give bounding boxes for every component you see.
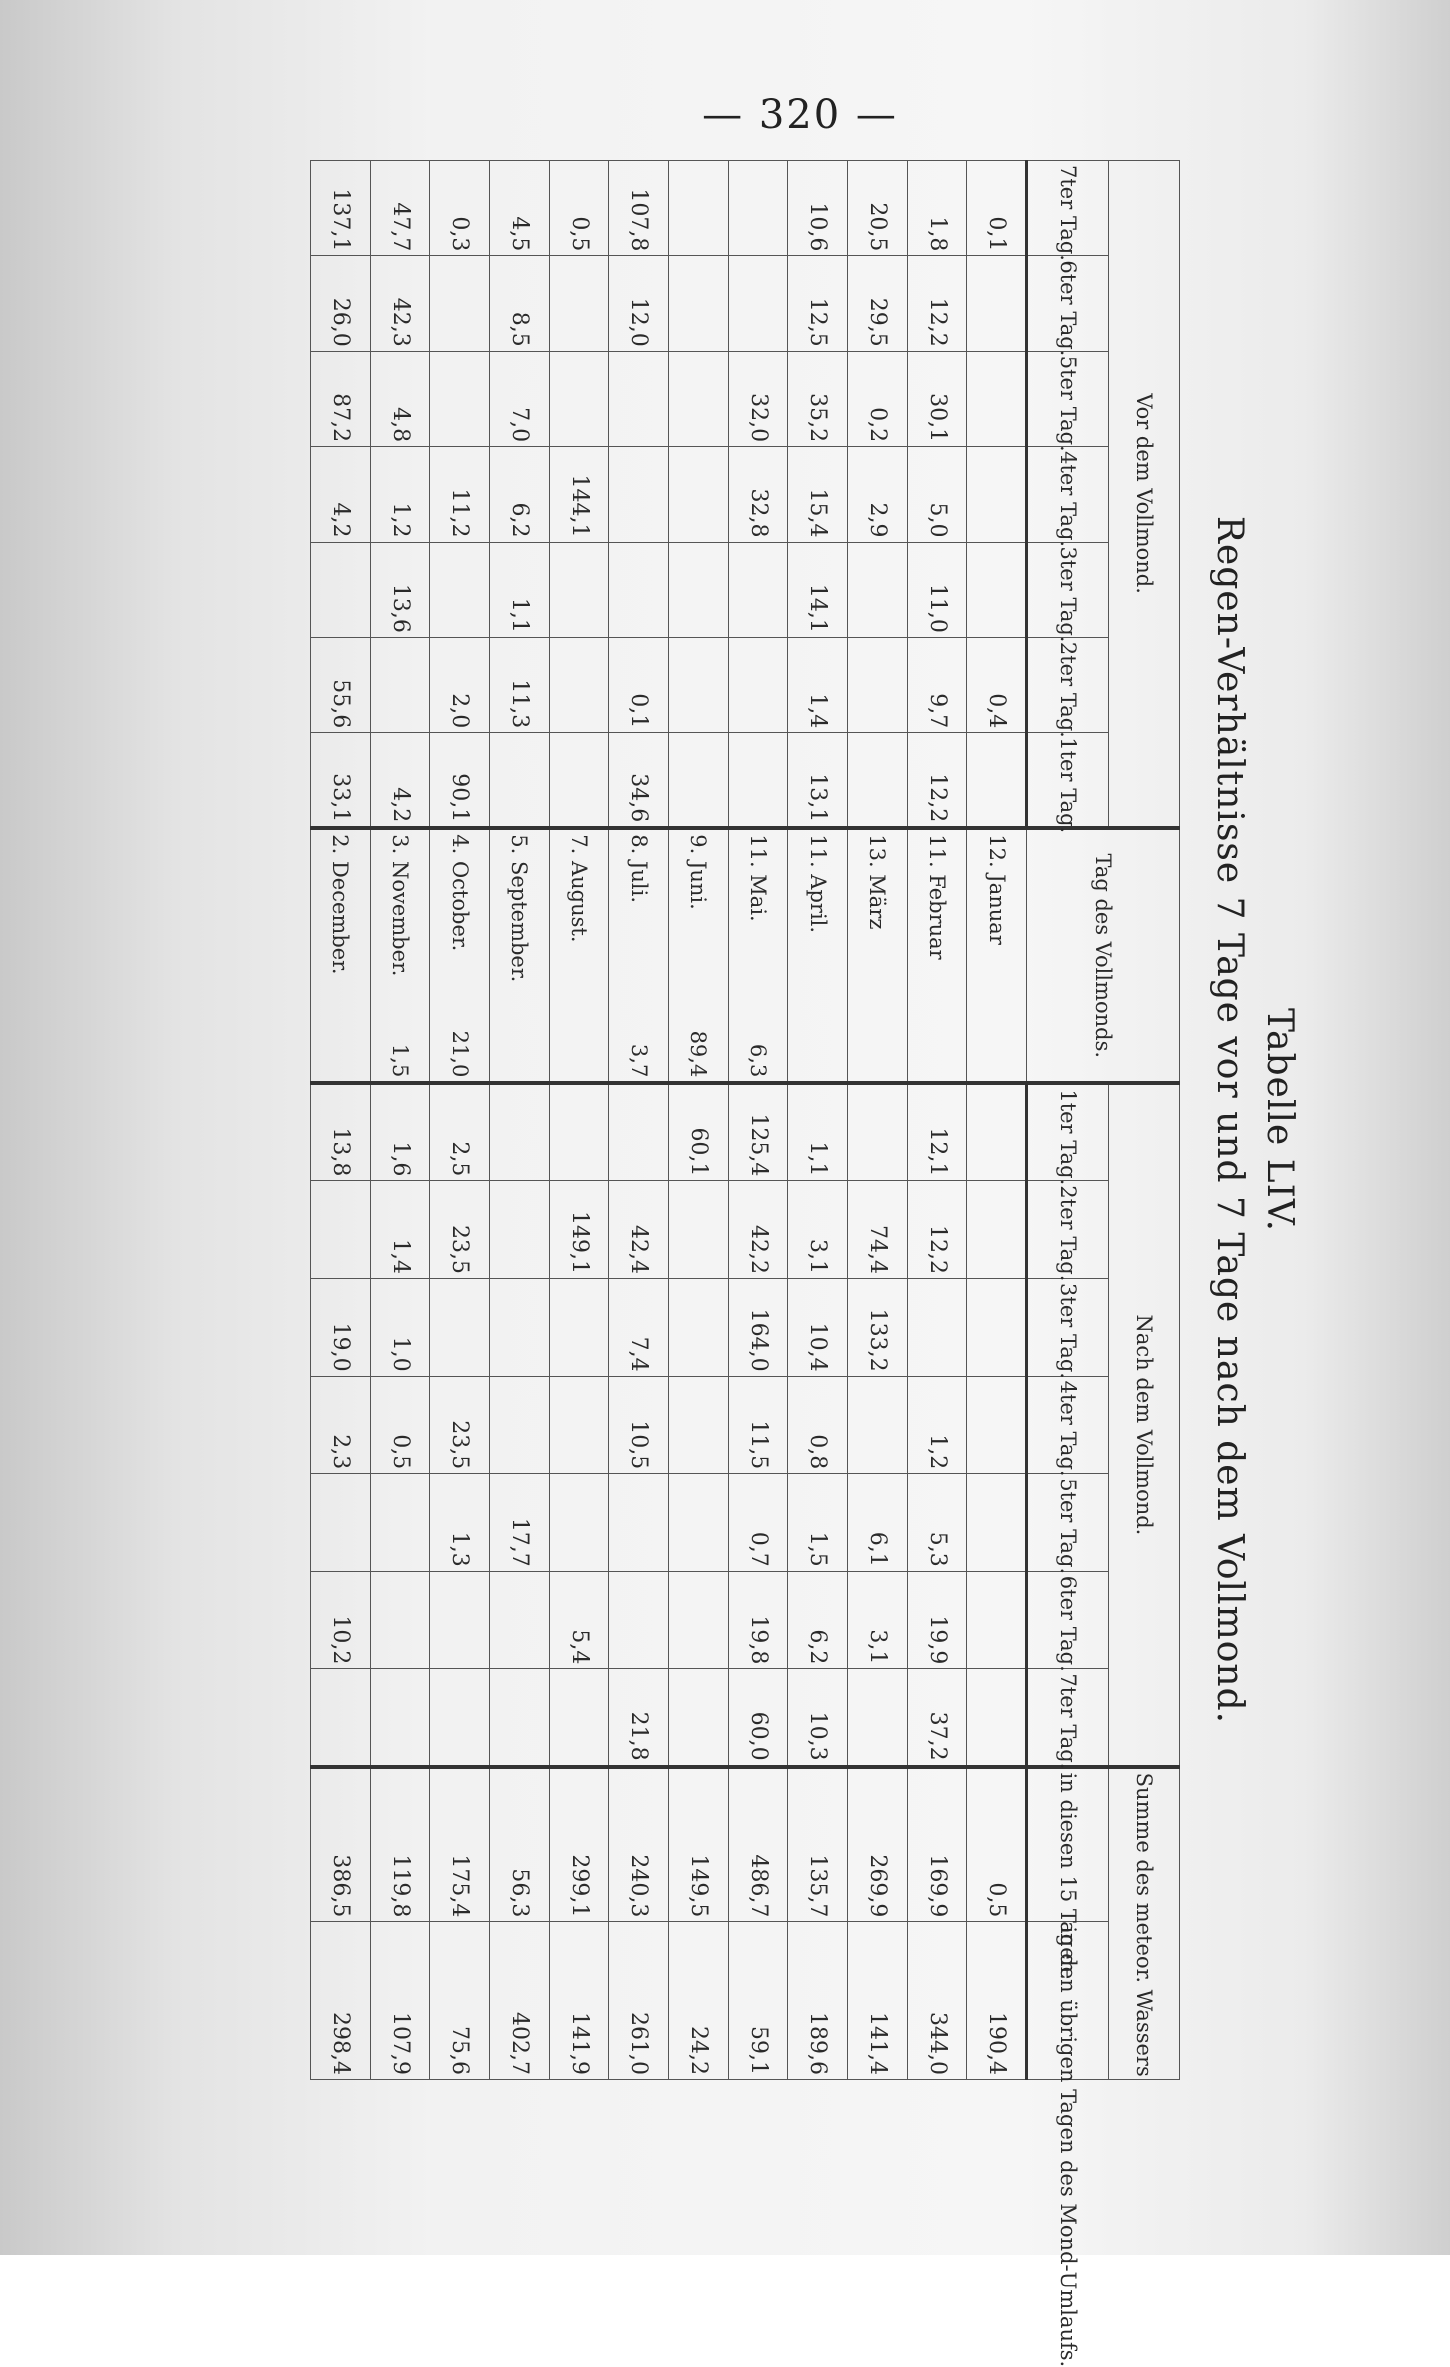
before-value-cell: 144,1 bbox=[549, 447, 609, 542]
header-row-2 bbox=[1027, 161, 1109, 2080]
sum-15-days-cell: 149,5 bbox=[669, 1767, 729, 1922]
after-group-header: Nach dem Vollmond. bbox=[1109, 1083, 1180, 1766]
before-value-cell: 33,1 bbox=[311, 733, 371, 828]
after-value-cell: 23,5 bbox=[430, 1376, 490, 1474]
after-value-cell: 42,4 bbox=[609, 1181, 669, 1279]
before-value-cell bbox=[669, 542, 729, 637]
sum-rest-days-cell: 261,0 bbox=[609, 1922, 669, 2080]
after-value-cell bbox=[669, 1474, 729, 1572]
after-value-cell bbox=[370, 1571, 430, 1669]
before-value-cell: 1,4 bbox=[788, 637, 848, 732]
before-value-cell bbox=[669, 637, 729, 732]
sum-rest-days-cell: 24,2 bbox=[669, 1922, 729, 2080]
before-value-cell bbox=[549, 637, 609, 732]
after-value-cell: 12,2 bbox=[907, 1181, 967, 1279]
after-value-cell: 10,2 bbox=[311, 1571, 371, 1669]
before-value-cell bbox=[848, 637, 908, 732]
full-moon-date: 12. Januar bbox=[984, 834, 1009, 945]
after-value-cell: 23,5 bbox=[430, 1181, 490, 1279]
table-title: Regen-Verhältnisse 7 Tage vor und 7 Tage nach dem Vollmond. bbox=[1209, 515, 1250, 1725]
page-number: — 320 — bbox=[702, 92, 898, 138]
before-day-header: 2ter Tag. bbox=[1027, 637, 1109, 732]
before-value-cell: 12,0 bbox=[609, 256, 669, 351]
sum-rest-days-cell: 75,6 bbox=[430, 1922, 490, 2080]
after-value-cell bbox=[311, 1181, 371, 1279]
after-value-cell bbox=[669, 1181, 729, 1279]
after-value-cell: 11,5 bbox=[728, 1376, 788, 1474]
table-number: Tabelle LIV. bbox=[1259, 1007, 1300, 1233]
before-value-cell bbox=[490, 733, 550, 828]
before-value-cell: 35,2 bbox=[788, 351, 848, 446]
sum-rest-days-cell: 189,6 bbox=[788, 1922, 848, 2080]
after-value-cell: 1,4 bbox=[370, 1181, 430, 1279]
full-moon-date-cell bbox=[311, 828, 371, 1083]
before-day-header: 6ter Tag. bbox=[1027, 256, 1109, 351]
before-value-cell: 11,0 bbox=[907, 542, 967, 637]
full-moon-date: 13. März bbox=[865, 834, 890, 930]
full-moon-date: 11. April. bbox=[805, 834, 830, 934]
after-value-cell: 10,5 bbox=[609, 1376, 669, 1474]
after-value-cell bbox=[549, 1669, 609, 1767]
full-moon-date-header: Tag des Vollmonds. bbox=[1027, 828, 1180, 1083]
after-value-cell: 17,7 bbox=[490, 1474, 550, 1572]
after-value-cell: 60,1 bbox=[669, 1083, 729, 1181]
before-value-cell: 6,2 bbox=[490, 447, 550, 542]
before-value-cell bbox=[669, 447, 729, 542]
after-value-cell bbox=[311, 1669, 371, 1767]
full-moon-date-cell bbox=[549, 828, 609, 1083]
full-moon-date-cell bbox=[609, 828, 669, 1083]
sum-rest-days-cell: 141,4 bbox=[848, 1922, 908, 2080]
after-value-cell bbox=[967, 1669, 1027, 1767]
sum-15-days-cell: 240,3 bbox=[609, 1767, 669, 1922]
sum-rest-days-cell: 190,4 bbox=[967, 1922, 1027, 2080]
after-value-cell: 0,8 bbox=[788, 1376, 848, 1474]
sum-15-days-cell: 299,1 bbox=[549, 1767, 609, 1922]
before-value-cell: 11,3 bbox=[490, 637, 550, 732]
before-value-cell: 12,2 bbox=[907, 256, 967, 351]
before-group-header: Vor dem Vollmond. bbox=[1109, 161, 1180, 829]
after-value-cell bbox=[430, 1571, 490, 1669]
after-value-cell: 37,2 bbox=[907, 1669, 967, 1767]
before-value-cell: 1,1 bbox=[490, 542, 550, 637]
before-day-header: 4ter Tag. bbox=[1027, 447, 1109, 542]
full-moon-date: 11. Februar bbox=[925, 834, 950, 960]
before-value-cell: 0,1 bbox=[967, 161, 1027, 256]
after-value-cell: 10,4 bbox=[788, 1279, 848, 1377]
sum-15-days-cell: 175,4 bbox=[430, 1767, 490, 1922]
after-value-cell bbox=[967, 1181, 1027, 1279]
before-value-cell: 0,1 bbox=[609, 637, 669, 732]
after-value-cell bbox=[490, 1279, 550, 1377]
before-value-cell: 30,1 bbox=[907, 351, 967, 446]
after-value-cell bbox=[967, 1376, 1027, 1474]
sum-15-days-cell: 0,5 bbox=[967, 1767, 1027, 1922]
after-value-cell bbox=[430, 1279, 490, 1377]
sum-group-header: Summe des meteor. Wassers bbox=[1109, 1767, 1180, 2080]
before-value-cell bbox=[967, 542, 1027, 637]
full-moon-date-cell bbox=[907, 828, 967, 1083]
full-moon-date-cell bbox=[788, 828, 848, 1083]
full-moon-day-value: 6,3 bbox=[746, 1043, 771, 1078]
before-value-cell bbox=[311, 542, 371, 637]
before-value-cell: 0,2 bbox=[848, 351, 908, 446]
after-day-header: 4ter Tag. bbox=[1027, 1376, 1109, 1474]
sum-15-days-cell: 56,3 bbox=[490, 1767, 550, 1922]
before-value-cell bbox=[848, 733, 908, 828]
table-row bbox=[311, 161, 371, 2080]
after-value-cell: 42,2 bbox=[728, 1181, 788, 1279]
after-value-cell: 164,0 bbox=[728, 1279, 788, 1377]
after-value-cell: 1,3 bbox=[430, 1474, 490, 1572]
before-value-cell: 12,5 bbox=[788, 256, 848, 351]
full-moon-date: 9. Juni. bbox=[686, 834, 711, 910]
after-value-cell bbox=[669, 1376, 729, 1474]
before-value-cell bbox=[549, 542, 609, 637]
before-value-cell bbox=[549, 351, 609, 446]
full-moon-day-value: 1,5 bbox=[388, 1043, 413, 1078]
full-moon-date: 5. September. bbox=[507, 834, 532, 983]
before-value-cell bbox=[669, 256, 729, 351]
after-value-cell: 1,0 bbox=[370, 1279, 430, 1377]
before-value-cell: 2,9 bbox=[848, 447, 908, 542]
before-value-cell: 1,2 bbox=[370, 447, 430, 542]
before-value-cell bbox=[728, 161, 788, 256]
table-row bbox=[848, 161, 908, 2080]
table-row bbox=[549, 161, 609, 2080]
before-value-cell: 4,2 bbox=[311, 447, 371, 542]
after-value-cell: 5,3 bbox=[907, 1474, 967, 1572]
after-value-cell bbox=[609, 1571, 669, 1669]
before-value-cell: 26,0 bbox=[311, 256, 371, 351]
full-moon-date: 7. August. bbox=[567, 834, 592, 943]
after-value-cell: 125,4 bbox=[728, 1083, 788, 1181]
before-value-cell bbox=[609, 542, 669, 637]
full-moon-date-cell bbox=[430, 828, 490, 1083]
before-value-cell bbox=[967, 256, 1027, 351]
before-value-cell: 9,7 bbox=[907, 637, 967, 732]
after-value-cell: 133,2 bbox=[848, 1279, 908, 1377]
table-row bbox=[728, 161, 788, 2080]
full-moon-day-value: 3,7 bbox=[626, 1043, 651, 1078]
after-value-cell bbox=[370, 1474, 430, 1572]
after-value-cell: 7,4 bbox=[609, 1279, 669, 1377]
after-day-header: 6ter Tag. bbox=[1027, 1571, 1109, 1669]
after-value-cell bbox=[311, 1474, 371, 1572]
before-value-cell bbox=[609, 447, 669, 542]
full-moon-date-cell bbox=[370, 828, 430, 1083]
after-value-cell bbox=[370, 1669, 430, 1767]
before-value-cell: 12,2 bbox=[907, 733, 967, 828]
before-value-cell: 87,2 bbox=[311, 351, 371, 446]
after-value-cell bbox=[549, 1279, 609, 1377]
before-day-header: 3ter Tag. bbox=[1027, 542, 1109, 637]
after-value-cell bbox=[490, 1571, 550, 1669]
sum-15-days-header: in diesen 15 Tagen. bbox=[1027, 1767, 1109, 1922]
table-body bbox=[311, 161, 1027, 2080]
full-moon-date-cell bbox=[490, 828, 550, 1083]
table-row bbox=[370, 161, 430, 2080]
after-day-header: 5ter Tag. bbox=[1027, 1474, 1109, 1572]
table-row bbox=[609, 161, 669, 2080]
full-moon-date: 3. November. bbox=[388, 834, 413, 977]
after-value-cell bbox=[967, 1571, 1027, 1669]
after-value-cell bbox=[848, 1083, 908, 1181]
after-value-cell bbox=[967, 1279, 1027, 1377]
after-value-cell: 21,8 bbox=[609, 1669, 669, 1767]
after-value-cell bbox=[490, 1083, 550, 1181]
before-value-cell: 107,8 bbox=[609, 161, 669, 256]
before-value-cell: 42,3 bbox=[370, 256, 430, 351]
table-row bbox=[669, 161, 729, 2080]
before-value-cell: 29,5 bbox=[848, 256, 908, 351]
before-value-cell: 0,3 bbox=[430, 161, 490, 256]
sum-rest-days-cell: 141,9 bbox=[549, 1922, 609, 2080]
full-moon-date: 8. Juli. bbox=[626, 834, 651, 903]
sum-15-days-cell: 269,9 bbox=[848, 1767, 908, 1922]
before-value-cell: 13,6 bbox=[370, 542, 430, 637]
after-value-cell: 12,1 bbox=[907, 1083, 967, 1181]
after-value-cell bbox=[490, 1669, 550, 1767]
before-value-cell: 90,1 bbox=[430, 733, 490, 828]
after-value-cell: 6,1 bbox=[848, 1474, 908, 1572]
before-value-cell bbox=[848, 542, 908, 637]
after-value-cell bbox=[549, 1376, 609, 1474]
after-day-header: 3ter Tag. bbox=[1027, 1279, 1109, 1377]
full-moon-day-value: 89,4 bbox=[686, 1030, 711, 1078]
before-value-cell: 47,7 bbox=[370, 161, 430, 256]
full-moon-date: 4. October. bbox=[447, 834, 472, 952]
after-value-cell: 6,2 bbox=[788, 1571, 848, 1669]
before-value-cell bbox=[728, 256, 788, 351]
after-value-cell: 5,4 bbox=[549, 1571, 609, 1669]
before-value-cell: 2,0 bbox=[430, 637, 490, 732]
before-value-cell: 8,5 bbox=[490, 256, 550, 351]
before-value-cell: 55,6 bbox=[311, 637, 371, 732]
after-value-cell: 1,5 bbox=[788, 1474, 848, 1572]
after-value-cell: 60,0 bbox=[728, 1669, 788, 1767]
full-moon-date-cell bbox=[848, 828, 908, 1083]
sum-15-days-cell: 119,8 bbox=[370, 1767, 430, 1922]
before-value-cell: 4,5 bbox=[490, 161, 550, 256]
before-value-cell: 7,0 bbox=[490, 351, 550, 446]
full-moon-day-value: 21,0 bbox=[447, 1030, 472, 1078]
after-day-header: 7ter Tag. bbox=[1027, 1669, 1109, 1767]
before-value-cell: 5,0 bbox=[907, 447, 967, 542]
after-value-cell bbox=[549, 1474, 609, 1572]
before-value-cell bbox=[728, 637, 788, 732]
before-value-cell bbox=[728, 542, 788, 637]
after-value-cell: 74,4 bbox=[848, 1181, 908, 1279]
before-value-cell bbox=[967, 733, 1027, 828]
before-value-cell bbox=[728, 733, 788, 828]
after-value-cell bbox=[430, 1669, 490, 1767]
before-value-cell: 10,6 bbox=[788, 161, 848, 256]
rain-table bbox=[310, 160, 1180, 2367]
full-moon-date: 11. Mai. bbox=[746, 834, 771, 922]
table-row bbox=[430, 161, 490, 2080]
before-day-header: 7ter Tag. bbox=[1027, 161, 1109, 256]
sum-15-days-cell: 169,9 bbox=[907, 1767, 967, 1922]
sum-15-days-cell: 386,5 bbox=[311, 1767, 371, 1922]
after-value-cell bbox=[669, 1279, 729, 1377]
before-value-cell bbox=[669, 733, 729, 828]
after-value-cell: 0,5 bbox=[370, 1376, 430, 1474]
before-value-cell: 32,8 bbox=[728, 447, 788, 542]
before-value-cell: 0,5 bbox=[549, 161, 609, 256]
before-value-cell bbox=[430, 256, 490, 351]
before-day-header: 1ter Tag. bbox=[1027, 733, 1109, 828]
before-value-cell bbox=[967, 351, 1027, 446]
after-value-cell: 1,6 bbox=[370, 1083, 430, 1181]
after-value-cell: 13,8 bbox=[311, 1083, 371, 1181]
after-day-header: 2ter Tag. bbox=[1027, 1181, 1109, 1279]
sum-rest-days-cell: 298,4 bbox=[311, 1922, 371, 2080]
before-value-cell bbox=[549, 733, 609, 828]
full-moon-date: 2. December. bbox=[328, 834, 353, 975]
after-value-cell bbox=[549, 1083, 609, 1181]
before-value-cell bbox=[430, 542, 490, 637]
sum-rest-days-cell: 344,0 bbox=[907, 1922, 967, 2080]
after-value-cell: 10,3 bbox=[788, 1669, 848, 1767]
before-value-cell bbox=[549, 256, 609, 351]
sum-rest-days-cell: 107,9 bbox=[370, 1922, 430, 2080]
after-value-cell: 19,0 bbox=[311, 1279, 371, 1377]
after-value-cell bbox=[490, 1181, 550, 1279]
before-value-cell: 4,8 bbox=[370, 351, 430, 446]
before-value-cell: 14,1 bbox=[788, 542, 848, 637]
table-row bbox=[788, 161, 848, 2080]
after-value-cell bbox=[669, 1669, 729, 1767]
rotated-table-block bbox=[200, 160, 1300, 2367]
sum-rest-days-header: in den übrigen Tagen des Mond-Umlaufs. bbox=[1027, 1922, 1109, 2080]
before-value-cell bbox=[669, 351, 729, 446]
before-value-cell: 137,1 bbox=[311, 161, 371, 256]
after-value-cell: 2,3 bbox=[311, 1376, 371, 1474]
before-value-cell: 32,0 bbox=[728, 351, 788, 446]
table-row bbox=[490, 161, 550, 2080]
before-value-cell: 20,5 bbox=[848, 161, 908, 256]
after-value-cell bbox=[848, 1669, 908, 1767]
after-value-cell bbox=[967, 1474, 1027, 1572]
before-value-cell bbox=[609, 351, 669, 446]
after-value-cell: 3,1 bbox=[788, 1181, 848, 1279]
after-value-cell: 1,2 bbox=[907, 1376, 967, 1474]
after-value-cell bbox=[669, 1571, 729, 1669]
after-day-header: 1ter Tag. bbox=[1027, 1083, 1109, 1181]
before-value-cell: 0,4 bbox=[967, 637, 1027, 732]
before-value-cell: 15,4 bbox=[788, 447, 848, 542]
after-value-cell bbox=[490, 1376, 550, 1474]
before-value-cell bbox=[430, 351, 490, 446]
sum-rest-days-cell: 59,1 bbox=[728, 1922, 788, 2080]
sum-rest-days-cell: 402,7 bbox=[490, 1922, 550, 2080]
after-value-cell: 0,7 bbox=[728, 1474, 788, 1572]
before-value-cell: 34,6 bbox=[609, 733, 669, 828]
full-moon-date-cell bbox=[967, 828, 1027, 1083]
before-value-cell: 13,1 bbox=[788, 733, 848, 828]
header-row-1 bbox=[1109, 161, 1180, 2080]
after-value-cell bbox=[609, 1083, 669, 1181]
before-value-cell: 11,2 bbox=[430, 447, 490, 542]
after-value-cell: 149,1 bbox=[549, 1181, 609, 1279]
after-value-cell bbox=[848, 1376, 908, 1474]
after-value-cell bbox=[907, 1279, 967, 1377]
before-value-cell bbox=[669, 161, 729, 256]
before-value-cell: 4,2 bbox=[370, 733, 430, 828]
after-value-cell bbox=[609, 1474, 669, 1572]
table-row bbox=[907, 161, 967, 2080]
after-value-cell: 19,8 bbox=[728, 1571, 788, 1669]
after-value-cell: 19,9 bbox=[907, 1571, 967, 1669]
after-value-cell: 3,1 bbox=[848, 1571, 908, 1669]
before-value-cell bbox=[967, 447, 1027, 542]
sum-15-days-cell: 135,7 bbox=[788, 1767, 848, 1922]
table-row bbox=[967, 161, 1027, 2080]
full-moon-date-cell bbox=[669, 828, 729, 1083]
before-day-header: 5ter Tag. bbox=[1027, 351, 1109, 446]
before-value-cell: 1,8 bbox=[907, 161, 967, 256]
before-value-cell bbox=[370, 637, 430, 732]
after-value-cell: 1,1 bbox=[788, 1083, 848, 1181]
sum-15-days-cell: 486,7 bbox=[728, 1767, 788, 1922]
full-moon-date-cell bbox=[728, 828, 788, 1083]
after-value-cell: 2,5 bbox=[430, 1083, 490, 1181]
after-value-cell bbox=[967, 1083, 1027, 1181]
